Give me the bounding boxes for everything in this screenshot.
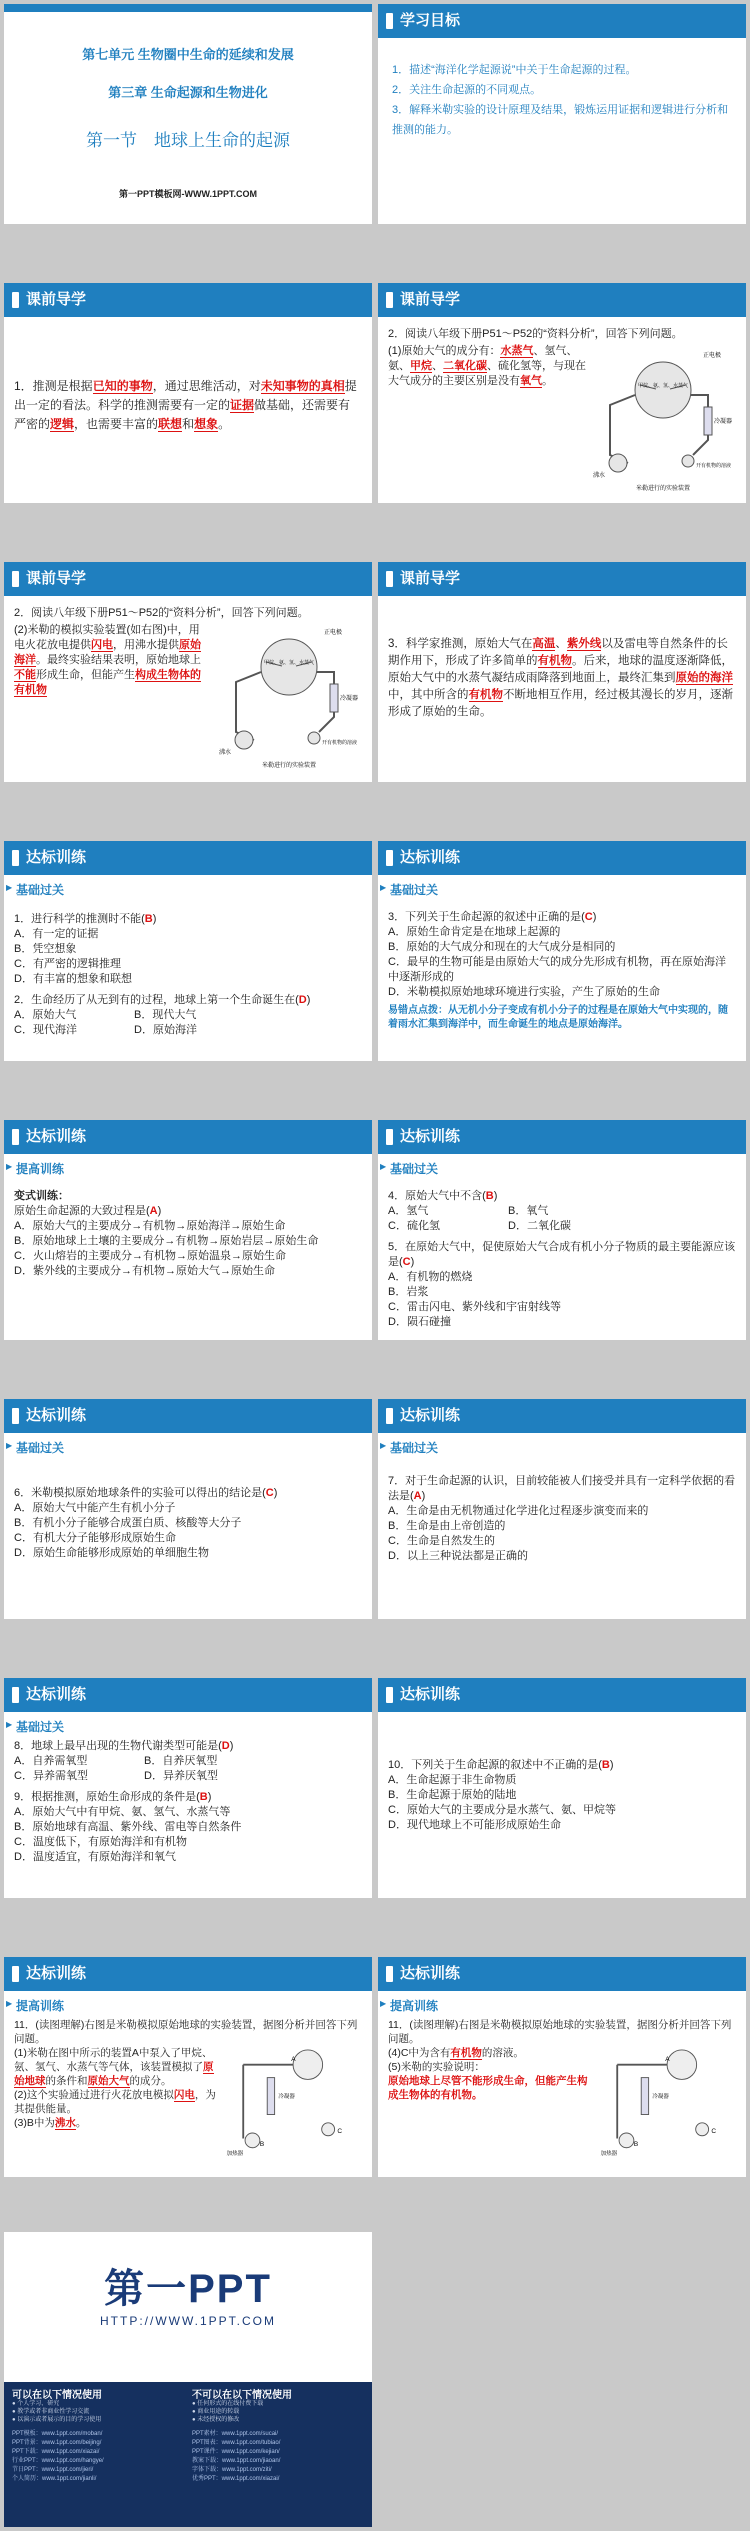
preview-slide-3 [4,562,372,782]
link[interactable]: 字体下载：www.1ppt.com/ziti/ [192,2467,272,2473]
preview-slide-2 [378,283,746,503]
question-block: 11．(读图理解)右图是米勒模拟原始地球的实验装置，据图分析并回答下列问题。 (1)米勒在图中所示的装置A中泵入了甲烷、氨、氢气、水蒸气等气体，该装置模拟了原始地球的条件和原始大气的成分。 (2)这个实验通过进行火花放电模拟闪电，为其提供能量。 (3)B中为沸水。 [14,2019,358,2129]
link[interactable]: 行业PPT：www.1ppt.com/hangye/ [12,2458,104,2464]
sub-header: ▶ 基础过关 [378,1154,746,1177]
link[interactable]: PPT图表：www.1ppt.com/tubiao/ [192,2440,281,2446]
practice-slide-3 [4,1120,372,1340]
practice-slide-1 [4,841,372,1061]
svg-text:甲烷、氨、氢、水蒸气: 甲烷、氨、氢、水蒸气 [637,383,689,389]
practice-slide-5 [4,1399,372,1619]
svg-text:冷凝器: 冷凝器 [340,696,359,702]
sub-header: ▶ 提高训练 [4,1991,372,2014]
question-text: 1．推测是根据已知的事物，通过思维活动，对未知事物的真相提出一定的看法。科学的推测需要有一定的证据做基础，还需要有严密的逻辑，也需要丰富的联想和想象。 [14,379,357,431]
slide-header: 达标训练 [378,1399,746,1433]
footer-ad [4,2232,372,2527]
svg-text:沸水: 沸水 [593,473,606,479]
slide-header: 达标训练 [378,1120,746,1154]
practice-slide-8 [378,1678,746,1898]
practice-slide-6 [378,1399,746,1619]
svg-text:A: A [291,2056,296,2063]
slide-header: 达标训练 [4,841,372,875]
question-block: 6．米勒模拟原始地球条件的实验可以得出的结论是(C) A．原始大气中能产生有机小分子 B．有机小分子能够合成蛋白质、核酸等大分子 C．有机大分子能够形成原始生命 D．原始生命能够形成原始的单细胞生物 [14,1487,278,1559]
slide-header: 达标训练 [378,1678,746,1712]
usage-terms: 可以在以下情况使用 ● 个人学习、研究 ● 教学或者非商业性学习交流 ● 以演示或者展示的目的学习使用 PPT模板：www.1ppt.com/moban/ PPT背景：www.1ppt.com/beijing/ PPT下载：www.1ppt.com/xiazai/ 行业PPT：www.1ppt.com/hangye/ 节日PPT：www.1ppt.com/jieri/ 个人简历：www.1ppt.com/jianli/ 不可以在以下情况使用 ● 任何形式的在线付费下载 ● 商业用途的转载 ● 未经授权的修改 PPT素材：www.1ppt.com/sucai/ PPT图表：www.1ppt.com/tubiao/ PPT课件：www.1ppt.com/kejian/ 教案下载：www.1ppt.com/jiaoan/ 字体下载：www.1ppt.com/ziti/ 优秀PPT：www.1ppt.com/xiazai/ [4,2382,372,2527]
preview-slide-4 [378,562,746,782]
link[interactable]: 优秀PPT：www.1ppt.com/xiazai/ [192,2476,280,2482]
svg-text:开有机物的溶液: 开有机物的溶液 [322,740,358,746]
miller-apparatus-diagram [598,2037,738,2157]
slide-header: 课前导学 [378,283,746,317]
question-block: 变式训练： 原始生命起源的大致过程是(A) A．原始大气的主要成分→有机物→原始海洋→原始生命 B．原始地球上土壤的主要成分→有机物→原始岩层→原始生命 C．火山熔岩的主要成分→有机物→原始温泉→原始生命 D．紫外线的主要成分→有机物→原始大气→原始生命 [14,1190,319,1277]
question-block: 7．对于生命起源的认识，目前较能被人们接受并具有一定科学依据的看法是(A) A．生命是由无机物通过化学进化过程逐步演变而来的 B．生命是由上帝创造的 C．生命是自然发生的 D．以上三种说法都是正确的 [388,1475,736,1562]
sub-header: ▶ 基础过关 [378,875,746,898]
goals-slide [378,4,746,224]
slide-header: 达标训练 [378,1957,746,1991]
tip-note: 易错点点拨：从无机小分子变成有机小分子的过程是在原始大气中实现的，随着雨水汇集到海洋中，而生命诞生的地点是原始海洋。 [388,1005,728,1030]
question-block: 4．原始大气中不含(B) A．氢气 B．氧气 C．硫化氢 D．二氧化碳 5．在原始大气中，促使原始大气合成有机小分子物质的最主要能源应该是(C) A．有机物的燃烧 B．岩浆 C．雷击闪电、紫外线和宇宙射线等 D．陨石碰撞 [388,1190,736,1328]
preview-slide-1 [4,283,372,503]
sub-header: ▶ 基础过关 [4,1712,372,1735]
link[interactable]: PPT素材：www.1ppt.com/sucai/ [192,2431,279,2437]
miller-apparatus-diagram [588,345,738,495]
miller-apparatus-diagram [214,622,364,772]
slide-header: 达标训练 [4,1678,372,1712]
svg-text:C: C [711,2128,717,2135]
link[interactable]: 节日PPT：www.1ppt.com/jieri/ [12,2467,94,2473]
svg-text:米勒进行的实验装置: 米勒进行的实验装置 [635,486,691,492]
svg-text:C: C [337,2128,343,2135]
question-block: 11．(读图理解)右图是米勒模拟原始地球的实验装置，据图分析并回答下列问题。 (4)C中为含有有机物的溶液。 (5)米勒的实验说明： 原始地球上尽管不能形成生命，但能产生构成生物体的有机物。 [388,2019,732,2101]
goal-item: 1．描述“海洋化学起源说”中关于生命起源的过程。 [392,64,637,76]
goal-item: 2．关注生命起源的不同观点。 [392,84,542,96]
slide-header: 达标训练 [378,841,746,875]
section-title: 第一节 地球上生命的起源 [86,131,290,150]
svg-text:加热器: 加热器 [600,2151,618,2157]
slide-header: 课前导学 [4,283,372,317]
svg-text:开有机物的溶液: 开有机物的溶液 [696,463,732,469]
link[interactable]: PPT模板：www.1ppt.com/moban/ [12,2431,103,2437]
sub-header: ▶ 基础过关 [378,1433,746,1456]
svg-text:正电极: 正电极 [703,353,722,359]
question-block: 8．地球上最早出现的生物代谢类型可能是(D) A．自养需氧型 B．自养厌氧型 C．异养需氧型 D．异养厌氧型 9．根据推测，原始生命形成的条件是(B) A．原始大气中有甲烷、氨、氢气、水蒸气等 B．原始地球有高温、紫外线、雷电等自然条件 C．温度低下，有原始海洋和有机物 D．温度适宜，有原始海洋和氧气 [14,1740,242,1863]
slide-header: 课前导学 [4,562,372,596]
svg-text:加热器: 加热器 [226,2151,244,2157]
cover-slide [4,4,372,224]
link[interactable]: PPT背景：www.1ppt.com/beijing/ [12,2440,102,2446]
svg-text:正电极: 正电极 [324,630,343,636]
link[interactable]: PPT下载：www.1ppt.com/xiazai/ [12,2449,100,2455]
link[interactable]: 教案下载：www.1ppt.com/jiaoan/ [192,2458,281,2464]
question-block: 10．下列关于生命起源的叙述中不正确的是(B) A．生命起源于非生命物质 B．生命起源于原始的陆地 C．原始大气的主要成分是水蒸气、氨、甲烷等 D．现代地球上不可能形成原始生命 [388,1759,616,1831]
svg-text:冷凝器: 冷凝器 [714,419,733,425]
sub-header: ▶ 基础过关 [4,875,372,898]
practice-slide-2 [378,841,746,1061]
sub-header: ▶ 基础过关 [4,1433,372,1456]
svg-text:B: B [259,2140,265,2148]
question-text: 2．阅读八年级下册P51～P52的“资料分析”，回答下列问题。 (1)原始大气的成分有：水蒸气、氢气、氨、甲烷、二氧化碳、硫化氢等，与现在大气成分的主要区别是没有氧气。 [388,328,683,387]
question-block: 1．进行科学的推测时不能(B) A．有一定的证据 B．凭空想象 C．有严密的逻辑推理 D．有丰富的想象和联想 2．生命经历了从无到有的过程，地球上第一个生命诞生在(D) A．原始大气 B．现代大气 C．现代海洋 D．原始海洋 [14,913,311,1036]
sub-header: ▶ 提高训练 [378,1991,746,2014]
unit-title: 第七单元 生物圈中生命的延续和发展 [82,47,294,62]
chapter-title: 第三章 生命起源和生物进化 [108,85,268,100]
slide-header: 学习目标 [378,4,746,38]
practice-slide-7 [4,1678,372,1898]
svg-text:冷凝器: 冷凝器 [652,2093,669,2100]
question-block: 3．下列关于生命起源的叙述中正确的是(C) A．原始生命肯定是在地球上起源的 B．原始的大气成分和现在的大气成分是相同的 C．最早的生物可能是由原始大气的成分先形成有机物，再在原始海洋中逐渐形成的 D．米勒模拟原始地球环境进行实验，产生了原始的生命 易错点点拨：从无机小分子变成有机小分子的过程是在原始大气中实现的，随着雨水汇集到海洋中，而生命诞生的地点是原始海洋。 [378,898,746,1032]
goal-item: 3．解释米勒实验的设计原理及结果，锻炼运用证据和逻辑进行分析和推测的能力。 [392,104,729,136]
svg-text:沸水: 沸水 [219,750,232,756]
svg-text:米勒进行的实验装置: 米勒进行的实验装置 [261,763,317,769]
site-logo: 第一PPT HTTP://WWW.1PPT.COM [100,2267,276,2328]
practice-slide-10 [378,1957,746,2177]
sub-header: ▶ 提高训练 [4,1154,372,1177]
question-text: 2．阅读八年级下册P51～P52的“资料分析”，回答下列问题。 (2)米勒的模拟实验装置(如右图)中，用电火花放电提供闪电，用沸水提供原始海洋。最终实验结果表明，原始地球上不能形成生命，但能产生构成生物体的有机物 [14,607,309,696]
slide-header: 达标训练 [4,1399,372,1433]
link[interactable]: 个人简历：www.1ppt.com/jianli/ [12,2476,97,2482]
site-credit: 第一PPT模板网-WWW.1PPT.COM [119,189,257,199]
link[interactable]: PPT课件：www.1ppt.com/kejian/ [192,2449,280,2455]
miller-apparatus-diagram [224,2037,364,2157]
svg-text:A: A [665,2056,670,2063]
slide-header: 达标训练 [4,1957,372,1991]
question-text: 3．科学家推测，原始大气在高温、紫外线以及雷电等自然条件的长期作用下，形成了许多简单的有机物。后来，地球的温度逐渐降低，原始大气中的水蒸气凝结成雨降落到地面上，最终汇集到原始的海洋中，其中所含的有机物不断地相互作用，经过极其漫长的岁月，逐渐形成了原始的生命。 [388,638,733,718]
practice-slide-9 [4,1957,372,2177]
svg-text:甲烷、氨、氢、水蒸气: 甲烷、氨、氢、水蒸气 [263,660,315,666]
practice-slide-4 [378,1120,746,1340]
slide-header: 课前导学 [378,562,746,596]
svg-text:B: B [633,2140,639,2148]
slide-header: 达标训练 [4,1120,372,1154]
svg-text:冷凝器: 冷凝器 [278,2093,295,2100]
